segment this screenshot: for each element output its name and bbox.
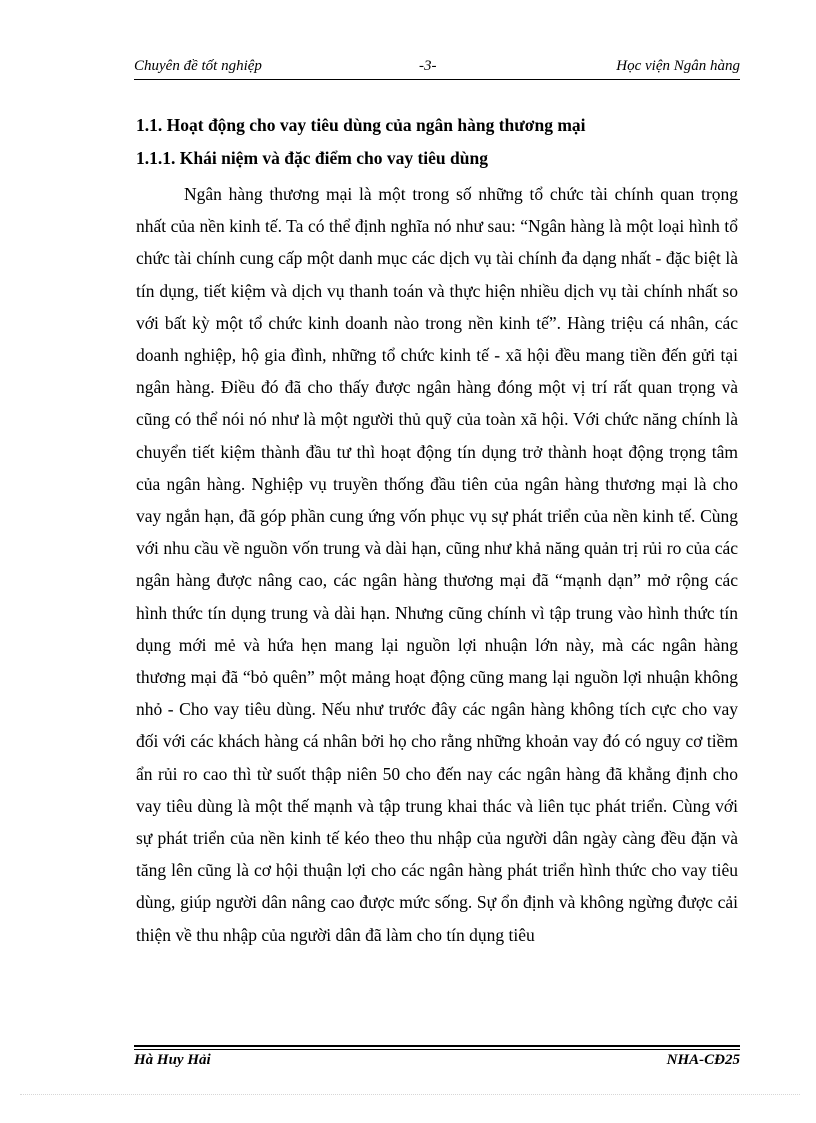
page-header <box>134 55 740 80</box>
header-page-number: -3- <box>419 58 437 74</box>
header-institution: Học viện Ngân hàng <box>616 58 740 74</box>
footer-rule-thin <box>134 1049 740 1050</box>
subsection-heading: 1.1.1. Khái niệm và đặc điểm cho vay tiêu dùng <box>136 148 488 168</box>
page-edge-divider <box>20 1094 800 1095</box>
footer-rule <box>134 1045 740 1047</box>
footer-author: Hà Huy Hải <box>134 1052 211 1068</box>
page-footer <box>134 1052 740 1074</box>
footer-class-code: NHA-CĐ25 <box>666 1052 740 1068</box>
section-heading: 1.1. Hoạt động cho vay tiêu dùng của ngân hàng thương mại <box>136 115 586 135</box>
header-document-type: Chuyên đề tốt nghiệp <box>134 58 262 74</box>
body-paragraph: Ngân hàng thương mại là một trong số những tổ chức tài chính quan trọng nhất của nền kinh tế. Ta có thể định nghĩa nó như sau: “Ngân hàng là một loại hình tổ chức tài chính cung cấp một danh mục các dịch vụ tài chính đa dạng nhất - đặc biệt là tín dụng, tiết kiệm và dịch vụ thanh toán và thực hiện nhiều dịch vụ tài chính nhất so với bất kỳ một tổ chức kinh doanh nào trong nền kinh tế”. Hàng triệu cá nhân, các doanh nghiệp, hộ gia đình, những tổ chức kinh tế - xã hội đều mang tiền đến gửi tại ngân hàng. Điều đó đã cho thấy được ngân hàng đóng một vị trí rất quan trọng và cũng có thể nói nó như là một người thủ quỹ của toàn xã hội. Với chức năng chính là chuyển tiết kiệm thành đầu tư thì hoạt động tín dụng trở thành hoạt động trọng tâm của ngân hàng. Nghiệp vụ truyền thống đầu tiên của ngân hàng thương mại là cho vay ngắn hạn, đã góp phần cung ứng vốn phục vụ sự phát triển của nền kinh tế. Cùng với nhu cầu về nguồn vốn trung và dài hạn, cũng như khả năng quản trị rủi ro của các ngân hàng được nâng cao, các ngân hàng thương mại đã “mạnh dạn” mở rộng các hình thức tín dụng trung và dài hạn. Nhưng cũng chính vì tập trung vào hình thức tín dụng mới mẻ và hứa hẹn mang lại nguồn lợi nhuận lớn này, mà các ngân hàng thương mại đã “bỏ quên” một mảng hoạt động cũng mang lại nguồn lợi nhuận không nhỏ - Cho vay tiêu dùng. Nếu như trước đây các ngân hàng không tích cực cho vay đối với các khách hàng cá nhân bởi họ cho rằng những khoản vay đó có nguy cơ tiềm ẩn rủi ro cao thì từ suốt thập niên 50 cho đến nay các ngân hàng đã khẳng định cho vay tiêu dùng là một thế mạnh và tập trung khai thác và liên tục phát triển. Cùng với sự phát triển của nền kinh tế kéo theo thu nhập của người dân ngày càng đều đặn và tăng lên cũng là cơ hội thuận lợi cho các ngân hàng phát triển hình thức cho vay tiêu dùng, giúp người dân nâng cao được mức sống. Sự ổn định và không ngừng được cải thiện về thu nhập của người dân đã làm cho tín dụng tiêu <box>136 184 738 945</box>
